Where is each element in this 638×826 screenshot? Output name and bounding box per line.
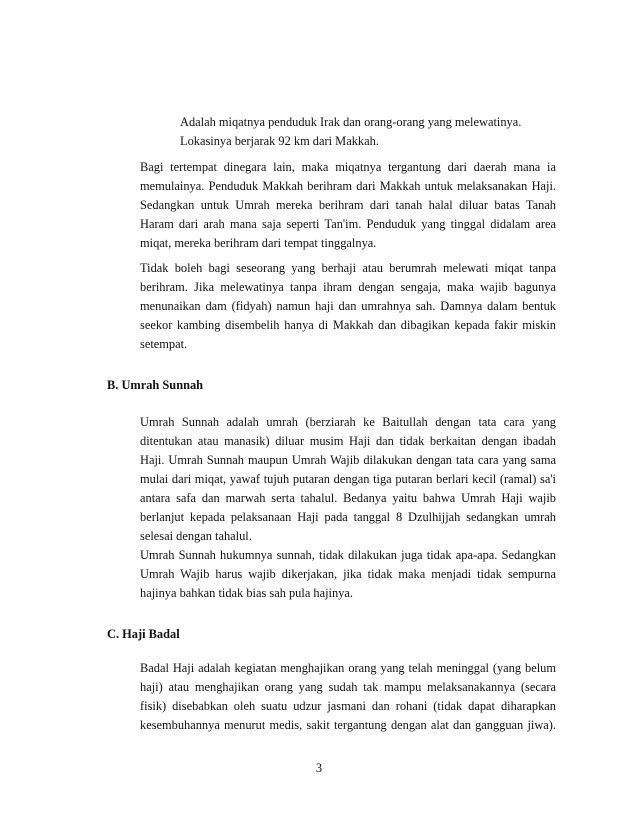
text-line: Adalah miqatnya penduduk Irak dan orang-orang yang melewatinya. — [180, 115, 522, 129]
text-line: selesai dengan tahalul. — [140, 529, 252, 543]
text-line: Lokasinya berjarak 92 km dari Makkah. — [180, 134, 379, 148]
text-line: setempat. — [140, 337, 188, 351]
text-line: seekor kambing disembelih hanya di Makkah dan dibagikan kepada fakir miskin — [140, 318, 556, 332]
text-line: mulai dari miqat, yawaf tujuh putaran dengan tiga putaran berlari kecil (ramal) sa'i — [140, 472, 556, 486]
section-heading-haji-badal: C. Haji Badal — [107, 627, 180, 641]
page-number: 3 — [315, 761, 323, 775]
text-line: berlanjut kepada pelaksanaan Haji pada tanggal 8 Dzulhijjah sedangkan umrah — [140, 510, 556, 524]
text-line: antara safa dan marwah serta tahalul. Bedanya yaitu bahwa Umrah Haji wajib — [140, 491, 556, 505]
text-line: Sedangkan untuk Umrah mereka berihram dari tanah halal diluar batas Tanah — [140, 198, 556, 212]
text-line: Bagi tertempat dinegara lain, maka miqatnya tergantung dari daerah mana ia — [140, 160, 556, 174]
text-line: Haram dari arah mana saja seperti Tan'im. Penduduk yang tinggal didalam area — [140, 217, 556, 231]
section-heading-umrah-sunnah: B. Umrah Sunnah — [107, 378, 204, 392]
text-line: berihram. Jika melewatinya tanpa ihram dengan sengaja, maka wajib bagunya — [140, 280, 556, 294]
text-line: miqat, mereka berihram dari tempat tinggalnya. — [140, 236, 377, 250]
text-line: Umrah Wajib harus wajib dikerjakan, jika tidak maka menjadi tidak sempurna — [140, 567, 556, 581]
text-line: fisik) disebabkan oleh suatu udzur jasmani dan rohani (tidak dapat diharapkan — [140, 699, 556, 713]
text-line: hajinya bahkan tidak bias sah pula hajinya. — [140, 586, 353, 600]
text-line: Haji. Umrah Sunnah maupun Umrah Wajib dilakukan dengan tata cara yang sama — [140, 453, 556, 467]
text-line: Badal Haji adalah kegiatan menghajikan orang yang telah meninggal (yang belum — [140, 661, 556, 675]
text-line: Tidak boleh bagi seseorang yang berhaji atau berumrah melewati miqat tanpa — [140, 261, 556, 275]
text-line: kesembuhannya menurut medis, sakit tergantung dengan alat dan gangguan jiwa). — [140, 718, 556, 732]
text-line: haji) atau menghajikan orang yang sudah tak mampu melaksanakannya (secara — [140, 680, 556, 694]
text-line: Umrah Sunnah hukumnya sunnah, tidak dilakukan juga tidak apa-apa. Sedangkan — [140, 548, 556, 562]
text-line: ditentukan atau manasik) diluar musim Haji dan tidak berkaitan dengan ibadah — [140, 434, 556, 448]
text-line: memulainya. Penduduk Makkah berihram dari Makkah untuk melaksanakan Haji. — [140, 179, 556, 193]
text-line: Umrah Sunnah adalah umrah (berziarah ke Baitullah dengan tata cara yang — [140, 415, 556, 429]
text-line: menunaikan dam (fidyah) namun haji dan umrahnya sah. Damnya dalam bentuk — [140, 299, 556, 313]
